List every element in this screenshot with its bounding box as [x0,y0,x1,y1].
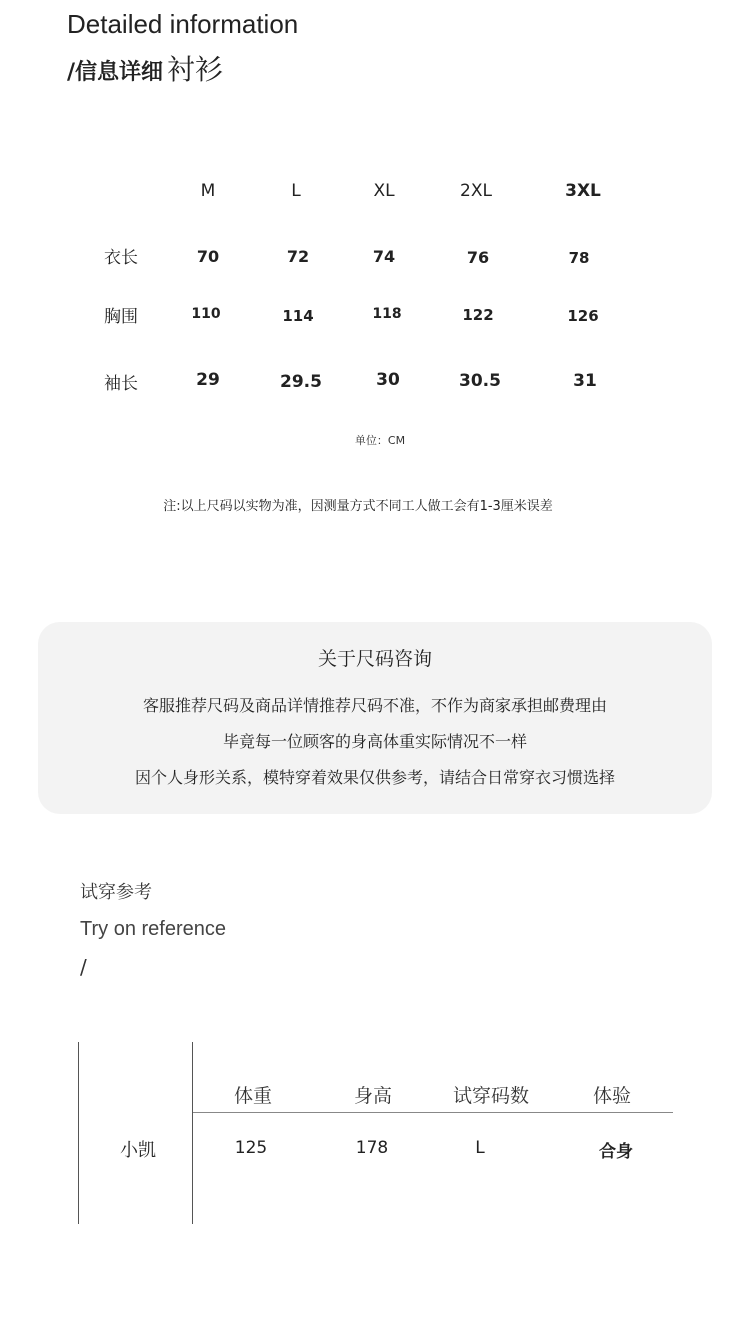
value-cell: 72 [286,247,310,266]
size-header-m: M [200,181,216,201]
title-zh-label: /信息详细 [67,60,164,85]
slash-divider: / [80,955,87,979]
value-cell: 30.5 [459,371,501,391]
value-cell: 74 [372,247,396,266]
header-experience: 体验 [592,1085,632,1107]
consult-line: 毕竟每一位顾客的身高体重实际情况不一样 [222,732,527,751]
header-try-size: 试穿码数 [452,1085,530,1107]
table-header-divider [193,1112,673,1113]
try-on-title-en: Try on reference [80,918,226,940]
value-cell: 70 [196,247,220,266]
size-header-3xl: 3XL [565,181,601,201]
value-cell: 29.5 [280,372,322,392]
page-title-en: Detailed information [67,9,299,39]
try-on-title-zh: 试穿参考 [80,882,152,903]
row-label-chest: 胸围 [104,307,138,327]
size-note: 注:以上尺码以实物为准，因测量方式不同工人做工会有1-3厘米误差 [163,499,553,514]
value-cell: 118 [372,306,402,322]
value-cell: 110 [191,306,221,322]
value-cell: 114 [282,307,314,325]
model-height: 178 [355,1138,389,1158]
row-label-length: 衣长 [104,248,138,268]
size-header-xl: XL [373,181,395,201]
title-product: 衬衫 [167,53,224,86]
model-weight: 125 [234,1138,268,1158]
model-name: 小凯 [120,1140,156,1161]
model-size: L [475,1138,485,1158]
value-cell: 122 [462,306,494,324]
size-header-2xl: 2XL [460,181,492,201]
table-left-border [78,1042,79,1224]
header-weight: 体重 [233,1085,273,1107]
consult-line: 因个人身形关系，模特穿着效果仅供参考，请结合日常穿衣习惯选择 [134,768,615,787]
consult-line: 客服推荐尺码及商品详情推荐尺码不准，不作为商家承担邮费理由 [142,696,607,715]
row-label-sleeve: 袖长 [104,374,138,394]
size-header-l: L [291,181,301,201]
header-height: 身高 [353,1085,393,1107]
value-cell: 30 [376,370,400,390]
model-fit: 合身 [599,1142,633,1162]
unit-label: 单位：CM [354,434,406,447]
consult-title: 关于尺码咨询 [317,648,432,670]
value-cell: 29 [196,370,220,390]
value-cell: 126 [567,307,599,325]
value-cell: 31 [573,371,597,391]
table-column-divider [192,1042,193,1224]
value-cell: 76 [466,248,490,267]
value-cell: 78 [568,249,590,267]
